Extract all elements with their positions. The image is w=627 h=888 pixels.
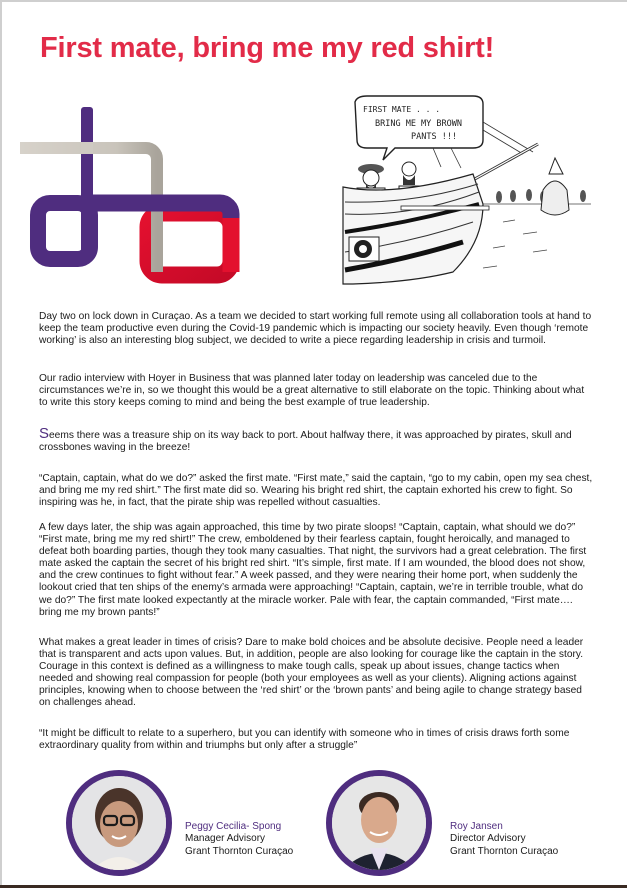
- author-name: Peggy Cecilia- Spong: [185, 821, 282, 832]
- story-opening-text: eems there was a treasure ship on its way back to port. About halfway there, it was approached by pirates, skull and crossbones waving in the breeze!: [39, 430, 572, 454]
- page-border-top: [0, 0, 627, 2]
- intro-paragraph: Day two on lock down in Curaçao. As a team we decided to start working full remote using all collaboration tools at hand to keep the team productive even during the Covid-19 pandemic which is impacting our society heavily. Even though ‘remote working’ is also an interesting blog subject, we decided to write a piece regarding leadership in crisis and turmoil.: [39, 311, 592, 347]
- author-organization: Grant Thornton Curaçao: [185, 845, 294, 857]
- author-role: Manager Advisory: [185, 833, 266, 845]
- author-meta: [185, 821, 293, 858]
- brown-pants-paragraph: A few days later, the ship was again approached, this time by two pirate sloops! “Captain, captain, what should we do?” “First mate, bring me my red shirt!” The crew, emboldened by their fearless captain, fought heroically, and managed to defeat both boarding parties, though they took many casualties. That night, the survivors had a great celebration. The first mate asked the captain the secret of his bright red shirt. “It’s simple, first mate. If I am wounded, the blood does not show, and the crew continues to fight without fear.” A week passed, and they were nearing their home port, when suddenly the lookout cried that ten ships of the enemy’s armada were approaching! “Captain, captain, we’re in terrible trouble, what do we do?” The first mate looked expectantly at the miracle worker. Pale with fear, the captain commanded, “First mate…. bring me my brown pants!”: [39, 522, 587, 618]
- avatar: [66, 770, 172, 876]
- author-organization: Grant Thornton Curaçao: [450, 845, 559, 857]
- author-meta: [450, 821, 558, 858]
- speech-line-3: PANTS !!!: [411, 132, 458, 142]
- radio-interview-paragraph: Our radio interview with Hoyer in Business that was planned later today on leadership was canceled due to the circumstances we’re in, so we thought this would be a great alternative to still elaborate on the topic. Thinking about what to write this story keeps coming to mind and being the best example of true leadership.: [39, 373, 585, 409]
- story-opening-paragraph: [39, 425, 594, 454]
- drop-cap: S: [39, 425, 50, 442]
- grant-thornton-ribbon-logo-icon: [20, 100, 250, 290]
- pirate-ship-cartoon-icon: [333, 92, 591, 290]
- portrait-woman-glasses-icon: [72, 776, 166, 870]
- author-role: Director Advisory: [450, 833, 526, 845]
- speech-line-1: FIRST MATE . . .: [363, 105, 441, 114]
- portrait-man-suit-icon: [332, 776, 426, 870]
- avatar: [326, 770, 432, 876]
- closing-quote: “It might be difficult to relate to a superhero, but you can identify with someone who in times of crisis draws forth some extraordinary quality from within and triumphs but only after a struggle”: [39, 728, 570, 752]
- author-name: Roy Jansen: [450, 821, 503, 832]
- article-title: First mate, bring me my red shirt!: [40, 32, 495, 64]
- red-shirt-paragraph: “Captain, captain, what do we do?” asked the first mate. “First mate,” said the captain, “go to my cabin, open my sea chest, and bring me my red shirt.” The first mate did so. Wearing his bright red shirt, the captain exhorted his crew to fight. So inspiring was he, in fact, that the pirate ship was repelled without casualties.: [39, 473, 593, 509]
- page-border-left: [0, 0, 2, 888]
- speech-line-2: BRING ME MY BROWN: [375, 119, 462, 129]
- leadership-paragraph: What makes a great leader in times of crisis? Dare to make bold choices and be absolute decisive. People need a leader that is transparent and acts upon values. But, in addition, people are also looking for courage like the captain in the story. Courage in this context is defined as a willingness to make tough calls, speak up about issues, change tactics when needed and showing real compassion for people (both your employees as well as your clients). Aligning actions against principles, knowing when to choose between the ‘red shirt’ or the ‘brown pants’ and being agile to change strategy based on challenges ahead.: [39, 637, 584, 709]
